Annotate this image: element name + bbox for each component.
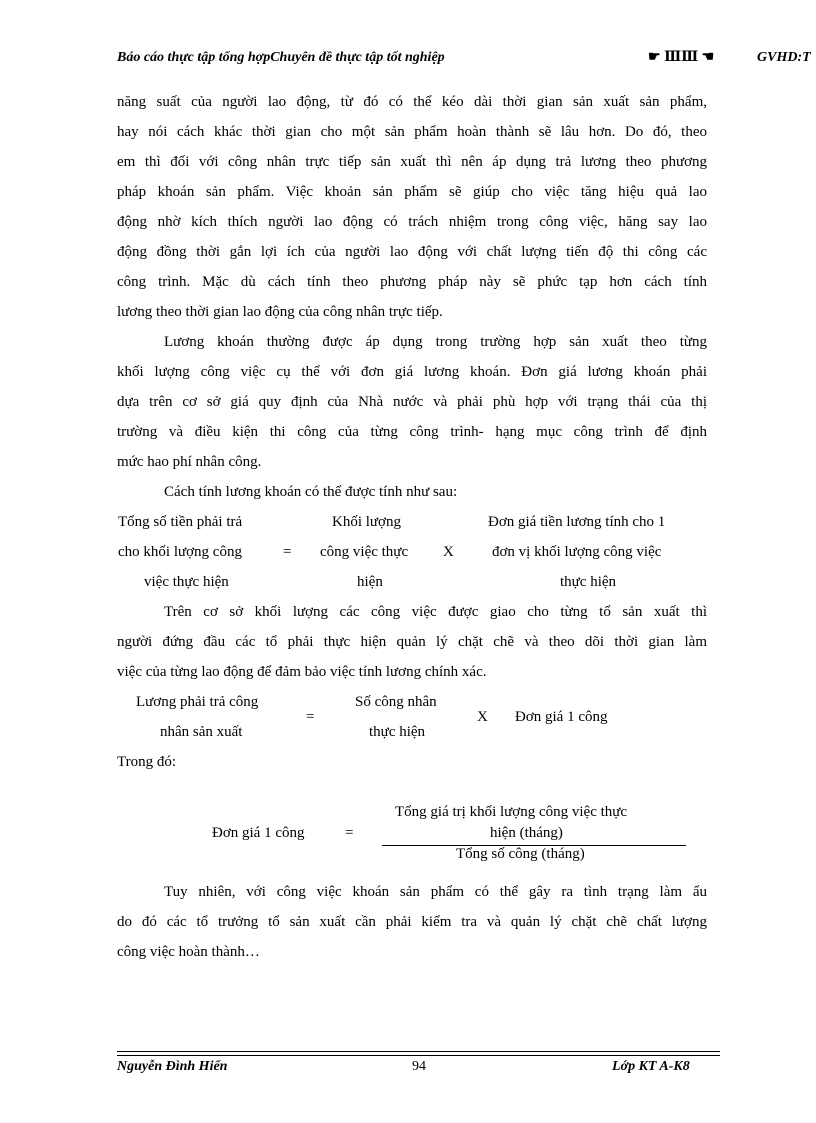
header-advisor: GVHD:T [757, 50, 811, 65]
formula1-left-3: việc thực hiện [144, 574, 229, 590]
formula1-left-1: Tổng số tiền phải trả [118, 514, 243, 530]
formula1-right-3: thực hiện [560, 574, 617, 590]
p4-line-2: người đứng đầu các tổ phải thực hiện quản lý chặt chẽ và theo dõi thời gian làm [117, 634, 707, 650]
formula1-right-2: đơn vị khối lượng công việc [492, 544, 662, 560]
formula1-right-1: Đơn giá tiền lương tính cho 1 [488, 514, 666, 530]
formula1-left-2: cho khối lượng công [118, 544, 242, 560]
formula1-times: X [443, 544, 454, 560]
formula2-middle-2: thực hiện [369, 724, 426, 740]
footer-rule-bottom [117, 1055, 720, 1056]
p1-line-4: pháp khoán sản phẩm. Việc khoản sản phẩm sẽ giúp cho việc tăng hiệu quả lao [117, 184, 707, 200]
p1-line-5: động nhờ kích thích người lao động có trách nhiệm trong công việc, hăng say lao [117, 214, 707, 230]
formula1-equals: = [283, 544, 292, 560]
formula3-numerator-1: Tổng giá trị khối lượng công việc thực [395, 804, 628, 820]
p2-line-5: mức hao phí nhân công. [117, 454, 262, 470]
p1-line-3: em thì đối với công nhân trực tiếp sản xuất thì nên áp dụng trả lương theo phương [117, 154, 707, 170]
p1-line-2: hay nói cách khác thời gian cho một sản phẩm hoàn thành sẽ lâu hơn. Do đó, theo [117, 124, 707, 140]
p1-line-7: công trình. Mặc dù cách tính theo phương pháp này sẽ phức tạp hơn cách tính [117, 274, 707, 290]
formula1-middle-3: hiện [357, 574, 383, 590]
formula2-times: X [477, 709, 488, 725]
formula3-denominator: Tổng số công (tháng) [456, 846, 585, 862]
formula2-right: Đơn giá 1 công [515, 709, 608, 725]
formula1-middle-1: Khối lượng [332, 514, 401, 530]
trong-do-label: Trong đó: [117, 754, 177, 770]
p2-line-2: khối lượng công việc cụ thể với đơn giá lương khoán. Đơn giá lương khoán phải [117, 364, 707, 380]
p4-line-1: Trên cơ sở khối lượng các công việc được giao cho từng tổ sản xuất thì [164, 604, 707, 620]
p4-line-3: việc của từng lao động để đảm bảo việc tính lương chính xác. [117, 664, 487, 680]
footer-class: Lớp KT A-K8 [612, 1059, 690, 1074]
footer-rule-top [117, 1051, 720, 1052]
footer-page-number: 94 [412, 1059, 426, 1074]
formula2-left-2: nhân sản xuất [160, 724, 243, 740]
p3-text: Cách tính lương khoán có thể được tính như sau: [164, 484, 458, 500]
formula2-equals: = [306, 709, 315, 725]
formula2-middle-1: Số công nhân [355, 694, 437, 710]
formula3-numerator-2: hiện (tháng) [490, 825, 563, 841]
p1-line-6: động đồng thời gắn lợi ích của người lao động với chất lượng tiến độ thi công các [117, 244, 707, 260]
formula2-left-1: Lương phải trả công [136, 694, 259, 710]
p1-line-1: năng suất của người lao động, từ đó có thể kéo dài thời gian sản xuất sản phẩm, [117, 94, 707, 110]
p5-line-1: Tuy nhiên, với công việc khoán sản phẩm có thể gây ra tình trạng làm ẩu [164, 884, 707, 900]
formula3-equals: = [345, 825, 354, 841]
p5-line-2: do đó các tổ trưởng tổ sản xuất cần phải kiểm tra và quản lý chặt chẽ chất lượng [117, 914, 707, 930]
formula1-middle-2: công việc thực [320, 544, 409, 560]
footer-author: Nguyễn Đình Hiển [117, 1059, 228, 1074]
p2-line-4: trường và điều kiện thi công của từng công trình- hạng mục công trình để định [117, 424, 707, 440]
header-ornament-icon: ☛ ⅢⅢ ☚ [648, 49, 715, 65]
formula3-left: Đơn giá 1 công [212, 825, 305, 841]
p2-line-3: dựa trên cơ sở giá quy định của Nhà nước và phải phù hợp với trạng thái của thị [117, 394, 707, 410]
header-title: Báo cáo thực tập tổng hợpChuyên đề thực tập tốt nghiệp [117, 50, 445, 65]
p5-line-3: công việc hoàn thành… [117, 944, 260, 960]
p1-line-8: lương theo thời gian lao động của công nhân trực tiếp. [117, 304, 443, 320]
p2-line-1: Lương khoán thường được áp dụng trong trường hợp sản xuất theo từng [164, 334, 707, 350]
